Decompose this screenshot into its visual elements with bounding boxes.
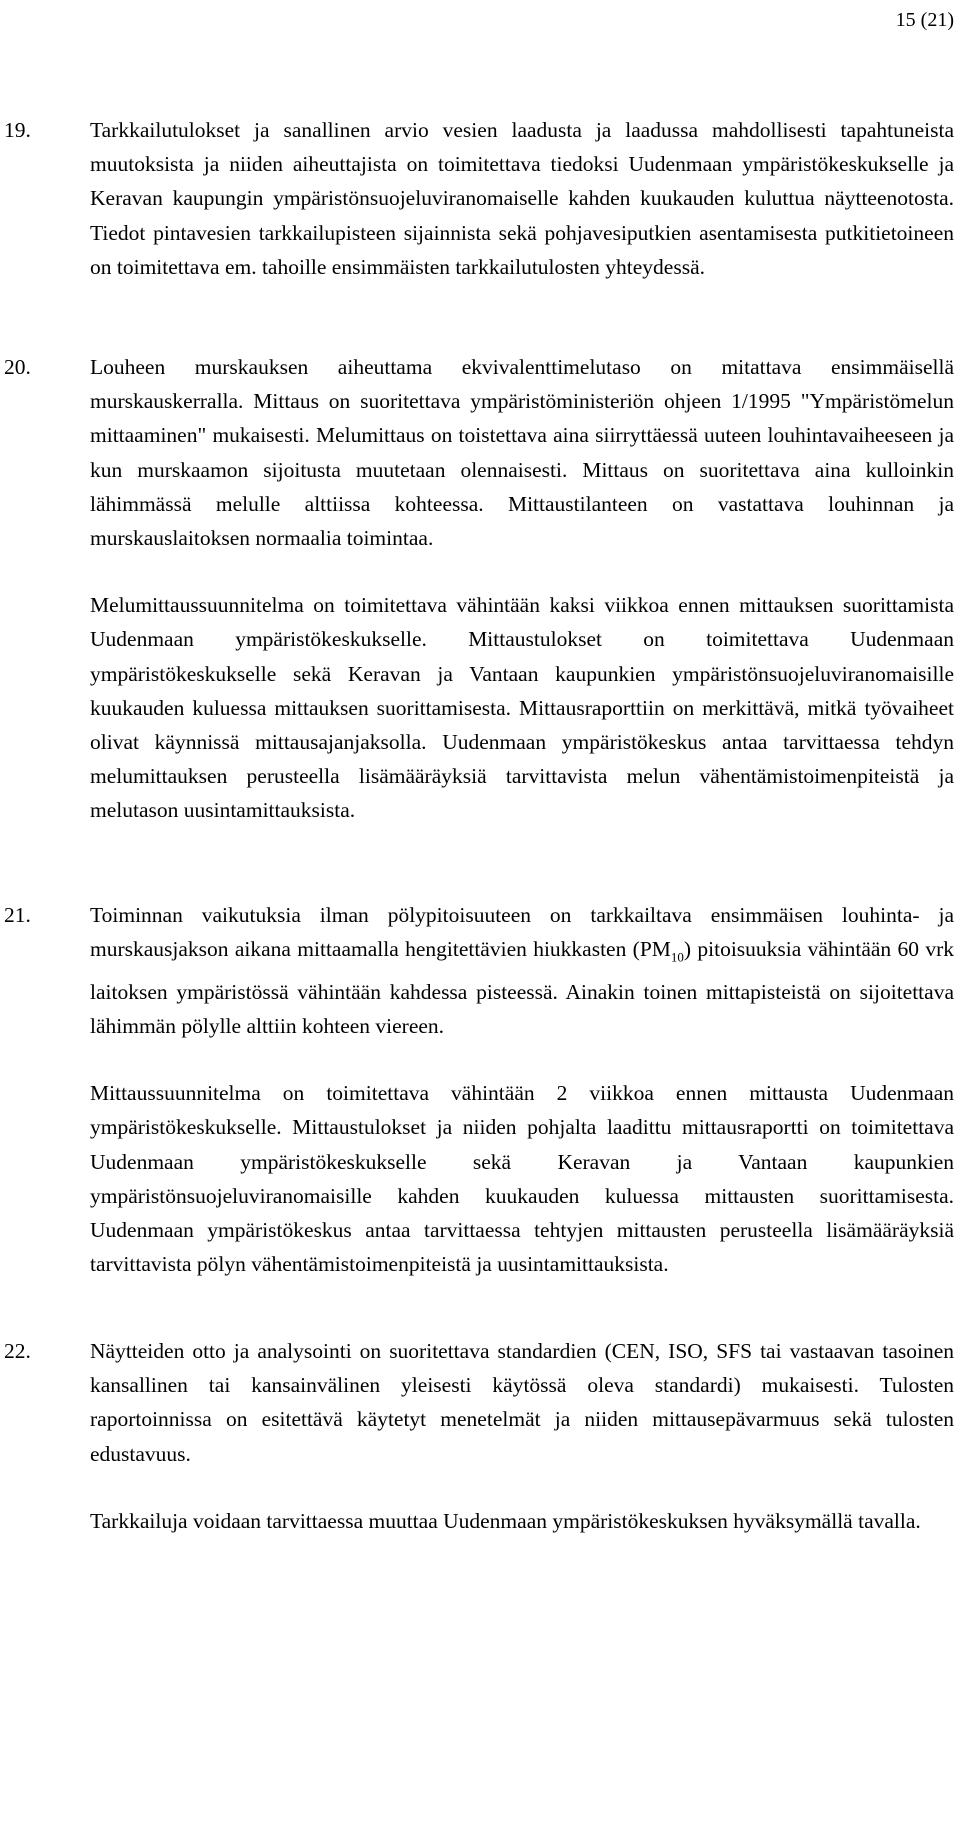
- item-paragraph: Melumittaussuunnitelma on toimitettava vähintään kaksi viikkoa ennen mittauksen suorittamista Uudenmaan ympäristökeskukselle. Mittaustulokset on toimitettava Uudenmaan ympäristökeskukselle sekä Keravan ja Vantaan kaupunkien ympäristönsuojeluviranomaisille kuukauden kuluessa mittauksen suorittamisesta. Mittausraporttiin on merkittävä, mitkä työvaiheet olivat käynnissä mittausajanjaksolla. Uudenmaan ympäristökeskus antaa tarvittaessa tehdyn melumittauksen perusteella lisämääräyksiä tarvittavista melun vähentämistoimenpiteistä ja melutason uusintamittauksista.: [90, 593, 954, 823]
- item-20: [4, 350, 954, 828]
- item-paragraph: Mittaussuunnitelma on toimitettava vähintään 2 viikkoa ennen mittausta Uudenmaan ympäristökeskukselle. Mittaustulokset ja niiden pohjalta laadittu mittausraportti on toimitettava Uudenmaan ympäristökeskukselle sekä Keravan ja Vantaan kaupunkien ympäristönsuojeluviranomaisille kahden kuukauden kuluessa mittausten suorittamisesta. Uudenmaan ympäristökeskus antaa tarvittaessa tehtyjen mittausten perusteella lisämääräyksiä tarvittavista pölyn vähentämistoimenpiteistä ja uusintamittauksista.: [90, 1081, 954, 1277]
- item-paragraph: Toiminnan vaikutuksia ilman pölypitoisuuteen on tarkkailtava ensimmäisen louhinta- ja murskausjakson aikana mittaamalla hengitettävien hiukkasten $(PM_{10})$ pitoisuuksia vähintään 60 vrk laitoksen ympäristössä vähintään kahdessa pisteessä. Ainakin toinen mittapisteistä on sijoitettava lähimmän pölylle alttiin kohteen viereen.: [90, 903, 954, 1038]
- item-22: [4, 1334, 954, 1538]
- item-number: 21.: [4, 903, 31, 927]
- item-number: 22.: [4, 1339, 31, 1363]
- item-number: 20.: [4, 355, 31, 379]
- item-paragraph: Näytteiden otto ja analysointi on suoritettava standardien (CEN, ISO, SFS tai vastaavan tasoinen kansallinen tai kansainvälinen yleisesti käytössä oleva standardi) mukaisesti. Tulosten raportoinnissa on esitettävä käytetyt menetelmät ja niiden mittausepävarmuus sekä tulosten edustavuus.: [90, 1339, 954, 1466]
- page-number: 15 (21): [895, 9, 954, 31]
- item-paragraph: Louheen murskauksen aiheuttama ekvivalenttimelutaso on mitattava ensimmäisellä murskauskerralla. Mittaus on suoritettava ympäristöministeriön ohjeen 1/1995 "Ympäristömelun mittaaminen" mukaisesti. Melumittaus on toistettava aina siirryttäessä uuteen louhintavaiheeseen ja kun murskaamon sijoitusta muutetaan olennaisesti. Mittaus on suoritettava aina kulloinkin lähimmässä melulle alttiissa kohteessa. Mittaustilanteen on vastattava louhinnan ja murskauslaitoksen normaalia toimintaa.: [90, 355, 954, 551]
- item-number: 19.: [4, 118, 31, 142]
- item-21: [4, 898, 954, 1281]
- item-paragraph: Tarkkailuja voidaan tarvittaessa muuttaa Uudenmaan ympäristökeskuksen hyväksymällä tavalla.: [90, 1508, 921, 1533]
- item-paragraph: Tarkkailutulokset ja sanallinen arvio vesien laadusta ja laadussa mahdollisesti tapahtuneista muutoksista ja niiden aiheuttajista on toimitettava tiedoksi Uudenmaan ympäristökeskukselle ja Keravan kaupungin ympäristönsuojeluviranomaiselle kahden kuukauden kuluttua näytteenotosta. Tiedot pintavesien tarkkailupisteen sijainnista sekä pohjavesiputkien asentamisesta putkitietoineen on toimitettava em. tahoille ensimmäisten tarkkailutulosten yhteydessä.: [90, 118, 954, 279]
- item-19: [4, 113, 954, 284]
